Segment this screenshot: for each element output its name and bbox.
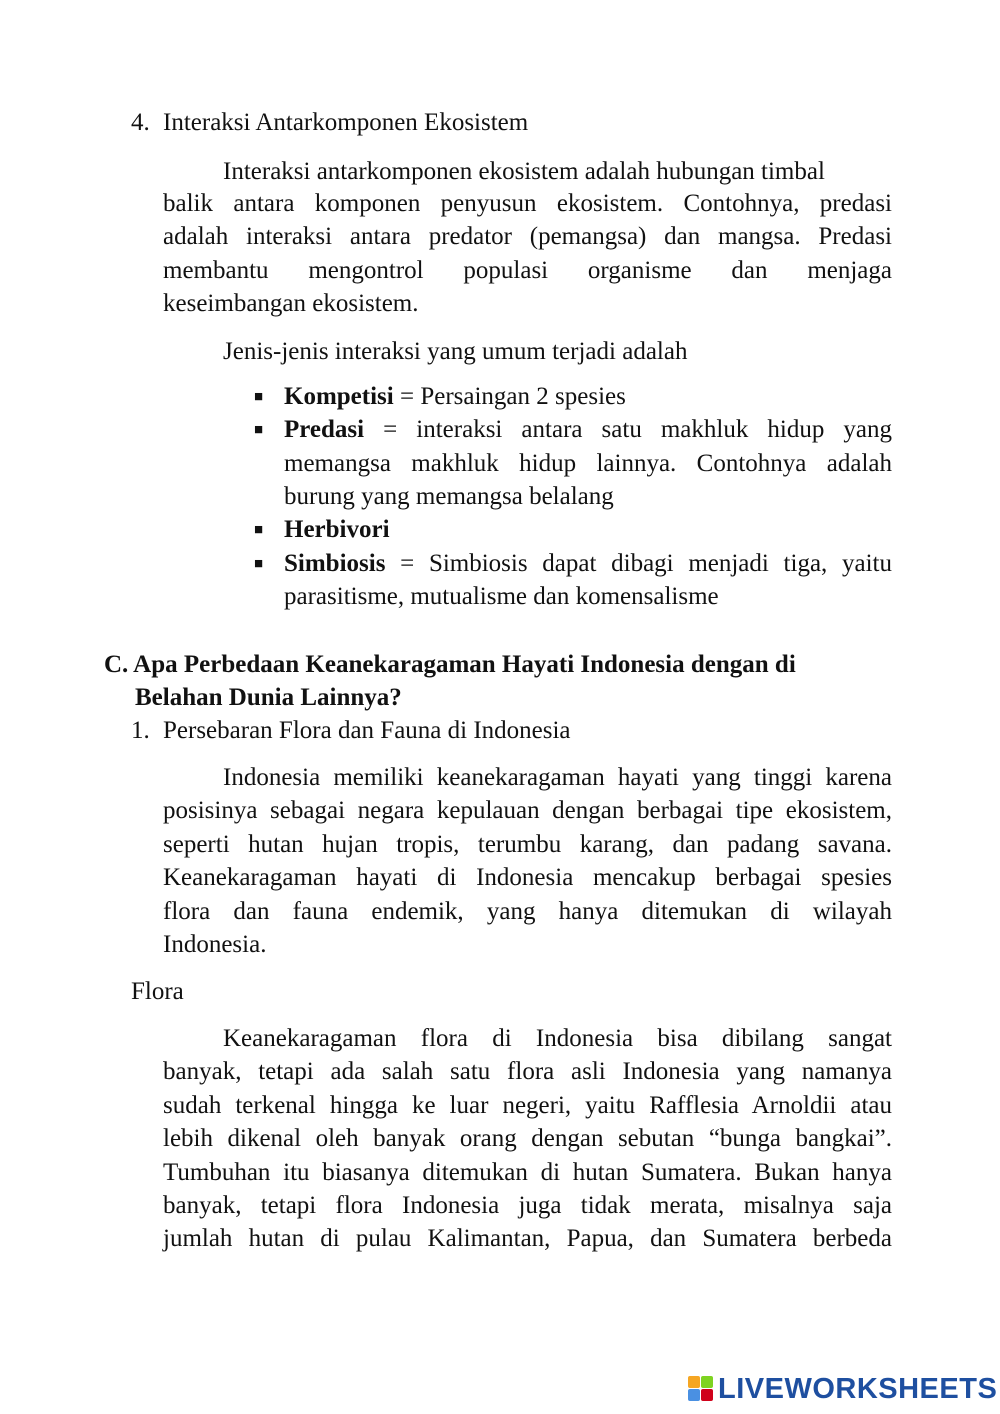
list-item-continuation: parasitisme, mutualisme dan komensalisme — [284, 583, 719, 610]
list-item: Herbivori — [284, 516, 390, 543]
list-item: Predasi = interaksi antara satu makhluk hidup yang — [284, 416, 892, 443]
paragraph-line: Indonesia. — [163, 931, 267, 958]
liveworksheets-logo[interactable] — [688, 1373, 997, 1405]
paragraph-line: flora dan fauna endemik, yang hanya ditemukan di wilayah — [163, 898, 892, 925]
list-item-continuation: memangsa makhluk hidup lainnya. Contohnya adalah — [284, 450, 892, 477]
section-heading: C. Apa Perbedaan Keanekaragaman Hayati Indonesia dengan di — [104, 651, 796, 678]
bullet-icon: ■ — [254, 556, 264, 572]
paragraph-line: Tumbuhan itu biasanya ditemukan di hutan Sumatera. Bukan hanya — [163, 1159, 892, 1186]
section-title: Interaksi Antarkomponen Ekosistem — [163, 109, 529, 136]
section-number: 4. — [131, 109, 150, 136]
subsection-title: Persebaran Flora dan Fauna di Indonesia — [163, 717, 571, 744]
subsection-number: 1. — [131, 717, 150, 744]
list-intro: Jenis-jenis interaksi yang umum terjadi adalah — [223, 338, 688, 365]
paragraph-line: posisinya sebagai negara kepulauan dengan berbagai tipe ekosistem, — [163, 797, 892, 824]
paragraph-line: Indonesia memiliki keanekaragaman hayati yang tinggi karena — [223, 764, 892, 791]
paragraph-line: keseimbangan ekosistem. — [163, 290, 419, 317]
paragraph-line: balik antara komponen penyusun ekosistem. Contohnya, predasi — [163, 190, 892, 217]
list-item-continuation: burung yang memangsa belalang — [284, 483, 614, 510]
bullet-icon: ■ — [254, 422, 264, 438]
paragraph-line: jumlah hutan di pulau Kalimantan, Papua, dan Sumatera berbeda — [163, 1225, 892, 1252]
bullet-icon: ■ — [254, 522, 264, 538]
paragraph-line: adalah interaksi antara predator (pemangsa) dan mangsa. Predasi — [163, 223, 892, 250]
section-heading: Belahan Dunia Lainnya? — [135, 684, 402, 711]
paragraph-line: Keanekaragaman flora di Indonesia bisa dibilang sangat — [223, 1025, 892, 1052]
paragraph-line: Keanekaragaman hayati di Indonesia mencakup berbagai spesies — [163, 864, 892, 891]
paragraph-line: lebih dikenal oleh banyak orang dengan sebutan “bunga bangkai”. — [163, 1125, 892, 1152]
paragraph-line: banyak, tetapi flora Indonesia juga tidak merata, misalnya saja — [163, 1192, 892, 1219]
paragraph-line: Interaksi antarkomponen ekosistem adalah hubungan timbal — [223, 158, 825, 185]
liveworksheets-logo-icon — [688, 1376, 714, 1402]
paragraph-line: seperti hutan hujan tropis, terumbu karang, dan padang savana. — [163, 831, 892, 858]
paragraph-line: sudah terkenal hingga ke luar negeri, yaitu Rafflesia Arnoldii atau — [163, 1092, 892, 1119]
flora-label: Flora — [131, 978, 184, 1005]
paragraph-line: membantu mengontrol populasi organisme dan menjaga — [163, 257, 892, 284]
brand-name: LIVEWORKSHEETS — [718, 1372, 998, 1405]
list-item: Kompetisi = Persaingan 2 spesies — [284, 383, 626, 410]
bullet-icon: ■ — [254, 389, 264, 405]
list-item: Simbiosis = Simbiosis dapat dibagi menjadi tiga, yaitu — [284, 550, 892, 577]
paragraph-line: banyak, tetapi ada salah satu flora asli Indonesia yang namanya — [163, 1058, 892, 1085]
